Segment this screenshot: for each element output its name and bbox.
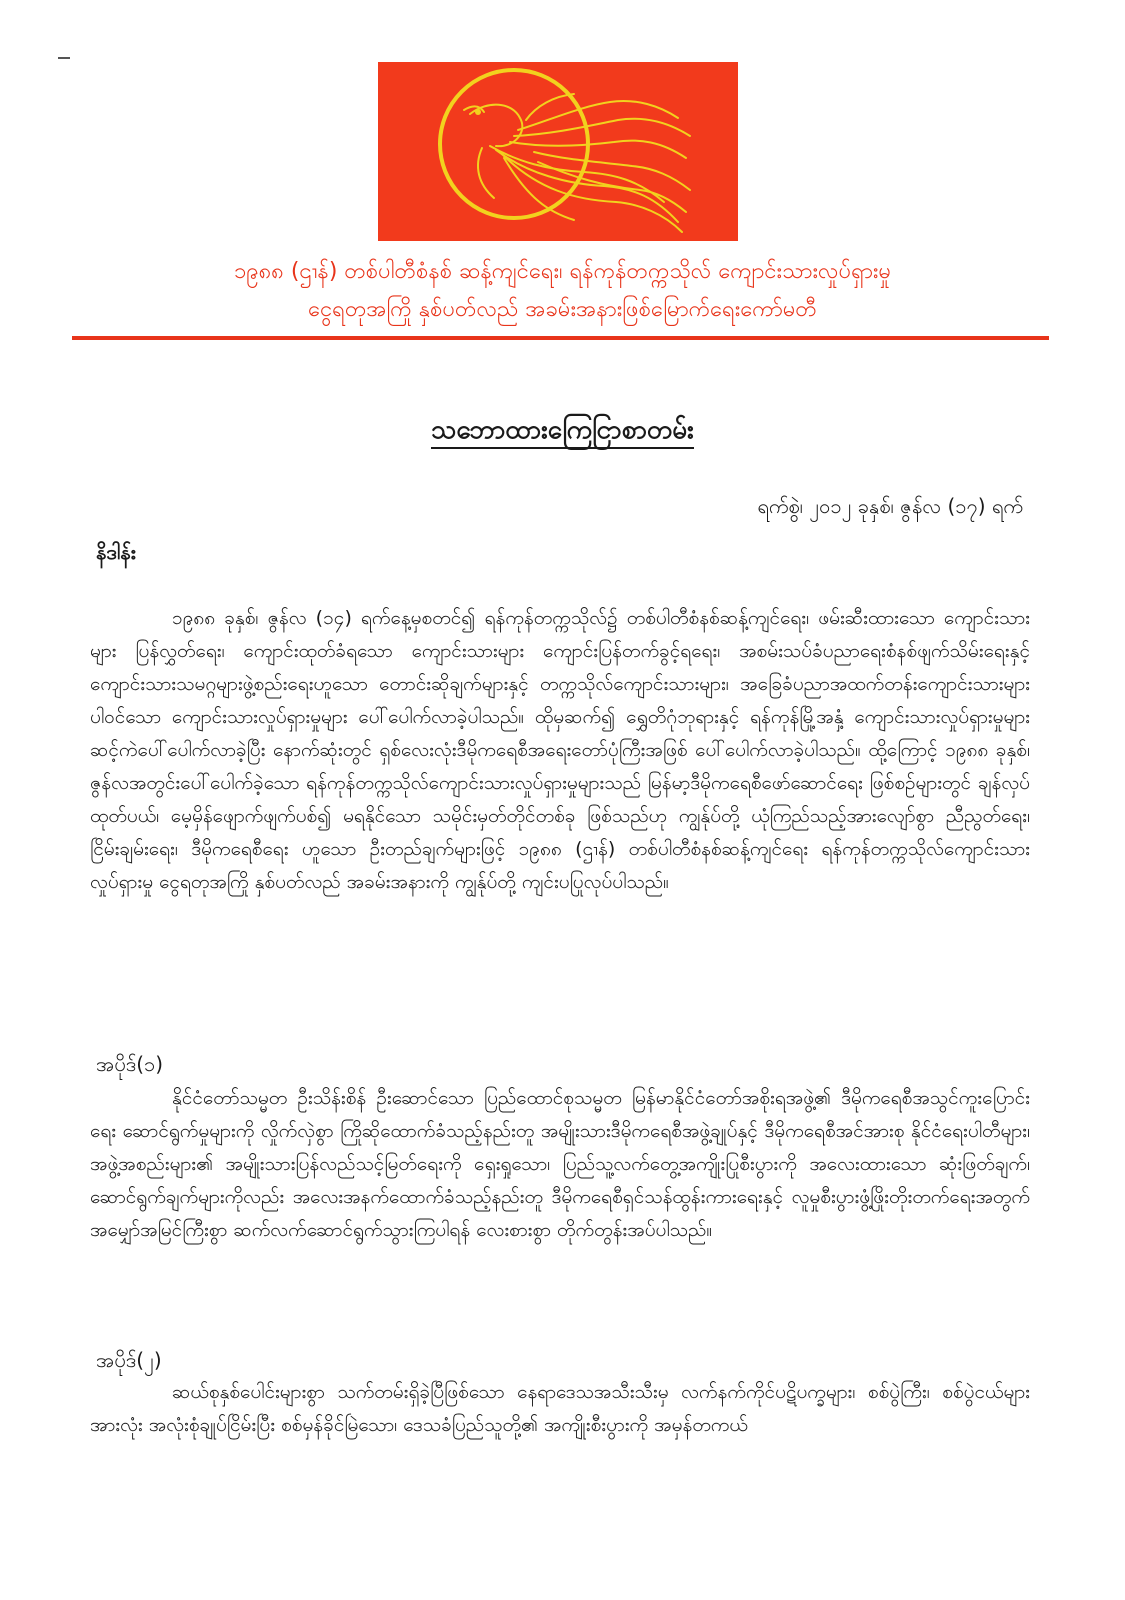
header-divider (72, 336, 1049, 340)
document-title-text: သဘောထားကြေငြာစာတမ်း (431, 415, 693, 449)
peacock-emblem-icon (378, 62, 738, 241)
intro-heading: နိဒါန်း (96, 540, 136, 564)
section-2-heading: အပိုဒ်(၂) (96, 1348, 162, 1372)
document-title (0, 412, 1125, 448)
intro-paragraph: ၁၉၈၈ ခုနှစ်၊ ဇွန်လ (၁၄) ရက်နေ့မှစတင်၍ ရန်ကုန်တက္ကသိုလ်၌ တစ်ပါတီစံနစ်ဆန့်ကျင်ရေး၊ ဖမ်းဆီးထားသော ကျောင်းသားများ ပြန်လွှတ်ရေး၊ ကျောင်းထုတ်ခံရသော ကျောင်းသားများ ကျောင်းပြန်တက်ခွင့်ရရေး၊ အစမ်းသပ်ခံပညာရေးစံနစ်ဖျက်သိမ်းရေးနှင့် ကျောင်းသားသမဂ္ဂများဖွဲ့စည်းရေးဟူသော တောင်းဆိုချက်များနှင့် တက္ကသိုလ်ကျောင်းသားများ၊ အခြေခံပညာအထက်တန်းကျောင်းသားများပါဝင်သော ကျောင်းသားလှုပ်ရှားမှုများ ပေါ်ပေါက်လာခဲ့ပါသည်။ ထိုမှဆက်၍ ရွှေတိဂုံဘုရားနှင့် ရန်ကုန်မြို့အနှံ့ ကျောင်းသားလှုပ်ရှားမှုများ ဆင့်ကဲပေါ်ပေါက်လာခဲ့ပြီး နောက်ဆုံးတွင် ရှစ်လေးလုံးဒီမိုကရေစီအရေးတော်ပုံကြီးအဖြစ် ပေါ်ပေါက်လာခဲ့ပါသည်။ ထို့ကြောင့် ၁၉၈၈ ခုနှစ်၊ ဇွန်လအတွင်းပေါ်ပေါက်ခဲ့သော ရန်ကုန်တက္ကသိုလ်ကျောင်းသားလှုပ်ရှားမှုများသည် မြန်မာ့ဒီမိုကရေစီဖော်ဆောင်ရေး ဖြစ်စဉ်များတွင် ချန်လှပ်ထုတ်ပယ်၊ မေ့မှိန်ဖျောက်ဖျက်ပစ်၍ မရနိုင်သော သမိုင်းမှတ်တိုင်တစ်ခု ဖြစ်သည်ဟု ကျွန်ုပ်တို့ ယုံကြည်သည့်အားလျော်စွာ ညီညွတ်ရေး၊ ငြိမ်းချမ်းရေး၊ ဒီမိုကရေစီရေး ဟူသော ဦးတည်ချက်များဖြင့် ၁၉၈၈ (ဌၢန်) တစ်ပါတီစံနစ်ဆန့်ကျင်ရေး ရန်ကုန်တက္ကသိုလ်ကျောင်းသားလှုပ်ရှားမှု ငွေရတုအကြို နှစ်ပတ်လည် အခမ်းအနားကို ကျွန်ုပ်တို့ ကျင်းပပြုလုပ်ပါသည်။ (90, 607, 1030, 893)
section-1-body: နိုင်ငံတော်သမ္မတ ဦးသိန်းစိန် ဦးဆောင်သော ပြည်ထောင်စုသမ္မတ မြန်မာနိုင်ငံတော်အစိုးရအဖွဲ့၏ ဒီမိုကရေစီအသွင်ကူးပြောင်းရေး ဆောင်ရွက်မှုများကို လှိုက်လှဲစွာ ကြိုဆိုထောက်ခံသည့်နည်းတူ အမျိုးသားဒီမိုကရေစီအဖွဲ့ချုပ်နှင့် ဒီမိုကရေစီအင်အားစု နိုင်ငံရေးပါတီများ၊ အဖွဲ့အစည်းများ၏ အမျိုးသားပြန်လည်သင့်မြတ်ရေးကို ရှေးရှုသော၊ ပြည်သူ့လက်တွေ့အကျိုးပြုစီးပွားကို အလေးထားသော ဆုံးဖြတ်ချက်၊ ဆောင်ရွက်ချက်များကိုလည်း အလေးအနက်ထောက်ခံသည့်နည်းတူ ဒီမိုကရေစီရှင်သန်ထွန်းကားရေးနှင့် လူမှုစီးပွားဖွံ့ဖြိုးတိုးတက်ရေးအတွက်အမျှော်အမြင်ကြီးစွာ ဆက်လက်ဆောင်ရွက်သွားကြပါရန် လေးစားစွာ တိုက်တွန်းအပ်ပါသည်။ (90, 1087, 1030, 1241)
section-1-heading: အပိုဒ်(၁) (96, 1052, 164, 1076)
document-date: ရက်စွဲ၊ ၂၀၁၂ ခုနှစ်၊ ဇွန်လ (၁၇) ရက် (757, 494, 1023, 518)
scan-mark (58, 57, 70, 59)
org-name-line-2: ငွေရတုအကြို နှစ်ပတ်လည် အခမ်းအနားဖြစ်မြောက်ရေးကော်မတီ (308, 297, 817, 322)
org-name-line-1: ၁၉၈၈ (ဌၢန်) တစ်ပါတီစံနစ် ဆန့်ကျင်ရေး၊ ရန်ကုန်တက္ကသိုလ် ကျောင်းသားလှုပ်ရှားမှု (233, 259, 892, 284)
section-2-body: ဆယ်စုနှစ်ပေါင်းများစွာ သက်တမ်းရှိခဲ့ပြီဖြစ်သော နေရာဒေသအသီးသီးမှ လက်နက်ကိုင်ပဋိပက္ခများ၊ စစ်ပွဲကြီး၊ စစ်ပွဲငယ်များအားလုံး အလုံးစုံချုပ်ငြိမ်းပြီး စစ်မှန်ခိုင်မြဲသော၊ ဒေသခံပြည်သူတို့၏ အကျိုးစီးပွားကို အမှန်တကယ် (90, 1381, 1030, 1436)
org-logo (378, 62, 738, 241)
